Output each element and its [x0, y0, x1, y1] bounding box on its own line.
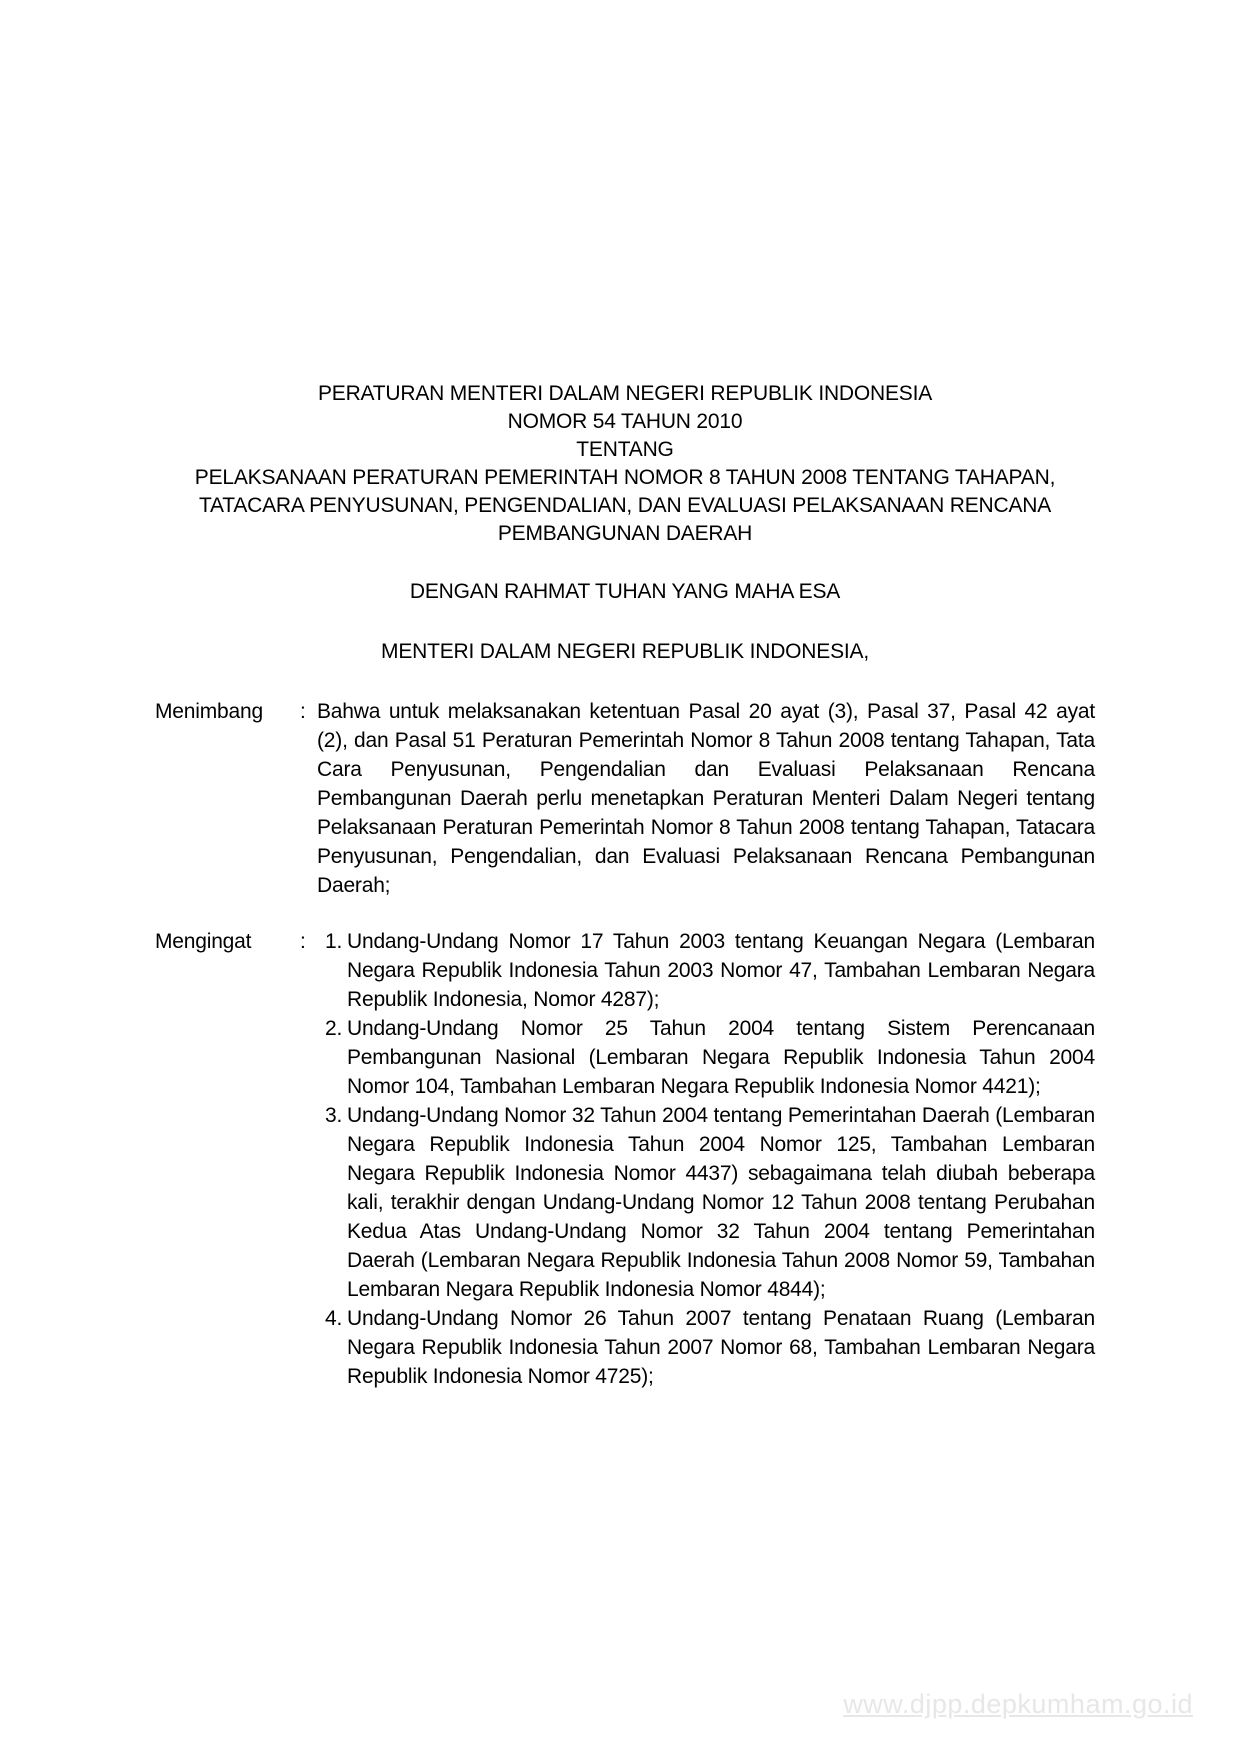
invocation-line: DENGAN RAHMAT TUHAN YANG MAHA ESA: [409, 580, 841, 603]
legal-basis-item-number: 4.: [325, 1307, 343, 1330]
legal-basis-item-text: Undang-Undang Nomor 25 Tahun 2004 tentang Sistem Perencanaan Pembangunan Nasional (Lembaran Negara Republik Indonesia Tahun 2004 Nomor 104, Tambahan Lembaran Negara Republik Indonesia Nomor 4421);: [347, 1017, 1095, 1098]
considering-text: Bahwa untuk melaksanakan ketentuan Pasal 20 ayat (3), Pasal 37, Pasal 42 ayat (2), dan Pasal 51 Peraturan Pemerintah Nomor 8 Tahun 2008 tentang Tahapan, Tata Cara Penyusunan, Pengendalian dan Evaluasi Pelaksanaan Rencana Pembangunan Daerah perlu menetapkan Peraturan Menteri Dalam Negeri tentang Pelaksanaan Peraturan Pemerintah Nomor 8 Tahun 2008 tentang Tahapan, Tatacara Penyusunan, Pengendalian, dan Evaluasi Pelaksanaan Rencana Pembangunan Daerah;: [317, 700, 1095, 897]
title-line-subject-1: PELAKSANAAN PERATURAN PEMERINTAH NOMOR 8 TAHUN 2008 TENTANG TAHAPAN,: [194, 466, 1056, 489]
considering-label: Menimbang: [155, 700, 263, 723]
title-line-number: NOMOR 54 TAHUN 2010: [507, 410, 743, 433]
considering-section: [155, 697, 1095, 900]
legal-basis-item-number: 1.: [325, 930, 343, 953]
issuer-line: MENTERI DALAM NEGERI REPUBLIK INDONESIA,: [381, 640, 869, 663]
title-line-regulation: PERATURAN MENTERI DALAM NEGERI REPUBLIK INDONESIA: [317, 382, 933, 405]
legal-basis-item-number: 3.: [325, 1104, 343, 1127]
legal-basis-item-number: 2.: [325, 1017, 343, 1040]
legal-basis-list: [317, 927, 1095, 1391]
legal-basis-section: [155, 927, 1095, 1391]
watermark-link: www.djpp.depkumham.go.id: [843, 1689, 1193, 1719]
legal-basis-colon: :: [300, 930, 306, 953]
title-line-subject-2: TATACARA PENYUSUNAN, PENGENDALIAN, DAN EVALUASI PELAKSANAAN RENCANA: [198, 494, 1052, 517]
legal-basis-item-text: Undang-Undang Nomor 17 Tahun 2003 tentang Keuangan Negara (Lembaran Negara Republik Indonesia Tahun 2003 Nomor 47, Tambahan Lembaran Negara Republik Indonesia, Nomor 4287);: [347, 930, 1095, 1011]
legal-basis-item: [317, 1101, 1095, 1304]
legal-basis-item: [317, 927, 1095, 1014]
legal-basis-item: [317, 1304, 1095, 1391]
legal-basis-label: Mengingat: [155, 930, 252, 953]
considering-colon: :: [300, 700, 306, 723]
title-line-subject-3: PEMBANGUNAN DAERAH: [497, 522, 753, 545]
legal-basis-item-text: Undang-Undang Nomor 32 Tahun 2004 tentang Pemerintahan Daerah (Lembaran Negara Republik Indonesia Tahun 2004 Nomor 125, Tambahan Lembaran Negara Republik Indonesia Nomor 4437) sebagaimana telah diubah beberapa kali, terakhir dengan Undang-Undang Nomor 12 Tahun 2008 tentang Perubahan Kedua Atas Undang-Undang Nomor 32 Tahun 2004 tentang Pemerintahan Daerah (Lembaran Negara Republik Indonesia Tahun 2008 Nomor 59, Tambahan Lembaran Negara Republik Indonesia Nomor 4844);: [347, 1104, 1095, 1301]
title-block: [155, 380, 1095, 548]
legal-basis-item-text: Undang-Undang Nomor 26 Tahun 2007 tentang Penataan Ruang (Lembaran Negara Republik Indonesia Tahun 2007 Nomor 68, Tambahan Lembaran Negara Republik Indonesia Nomor 4725);: [347, 1307, 1095, 1388]
title-line-tentang: TENTANG: [576, 438, 674, 461]
legal-basis-item: [317, 1014, 1095, 1101]
